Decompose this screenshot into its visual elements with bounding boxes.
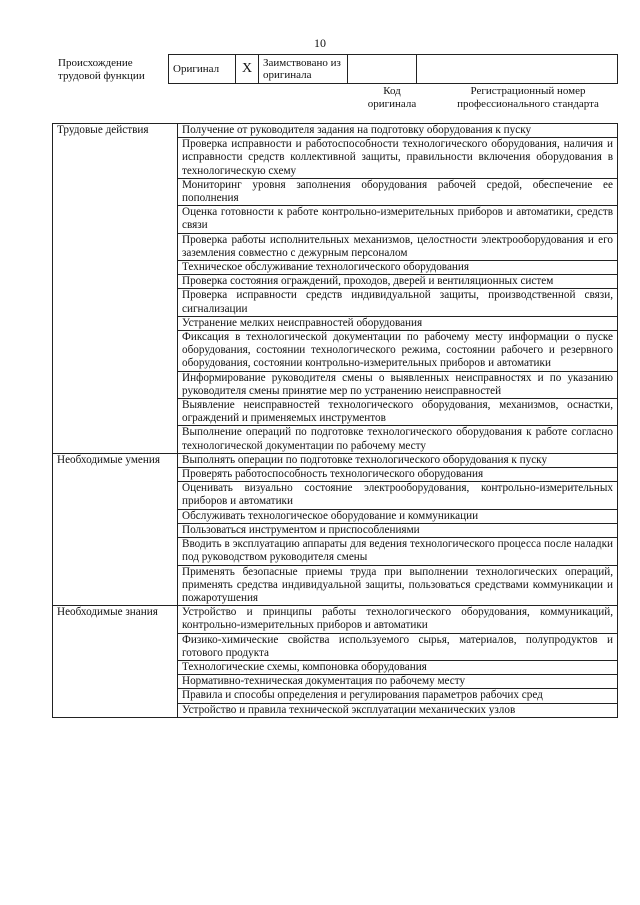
section-item: Устройство и принципы работы технологического оборудования, коммуникаций, контрольно-измерительных приборов и автоматики [178, 606, 618, 633]
section-item: Правила и способы определения и регулирования параметров рабочих сред [178, 689, 618, 703]
section-item: Пользоваться инструментом и приспособлениями [178, 523, 618, 537]
section-item: Оценивать визуально состояние электрооборудования, контрольно-измерительных приборов и автоматики [178, 482, 618, 509]
section-item: Техническое обслуживание технологического оборудования [178, 261, 618, 275]
section-item: Применять безопасные приемы труда при выполнении технологических операций, применять средства индивидуальной защиты, пользоваться средствами коммуникации и пожаротушения [178, 565, 618, 606]
table-row [53, 606, 618, 633]
origin-table [168, 54, 618, 84]
function-table [52, 123, 618, 718]
section-title: Необходимые умения [53, 453, 178, 605]
section-item: Проверка исправности средств индивидуальной защиты, производственной связи, сигнализации [178, 289, 618, 316]
code-cell [348, 55, 417, 84]
section-item: Вводить в эксплуатацию аппараты для ведения технологического процесса после наладки под руководством руководителя смены [178, 538, 618, 565]
section-item: Проверка исправности и работоспособности технологического оборудования, наличия и исправности средств коллективной защиты, правильности включения оборудования в технологическую схему [178, 138, 618, 179]
section-item: Проверять работоспособность технологического оборудования [178, 468, 618, 482]
reg-number-cell [417, 55, 618, 84]
section-item: Мониторинг уровня заполнения оборудования рабочей средой, обеспечение ее пополнения [178, 178, 618, 205]
section-item: Технологические схемы, компоновка оборудования [178, 660, 618, 674]
section-item: Оценка готовности к работе контрольно-измерительных приборов и автоматики, средств связи [178, 206, 618, 233]
section-item: Выполнение операций по подготовке технологического оборудования к работе согласно технологической документации по рабочему месту [178, 426, 618, 453]
section-item: Информирование руководителя смены о выявленных неисправностях и по указанию руководителя смены принятие мер по устранению неисправностей [178, 371, 618, 398]
section-item: Нормативно-техническая документация по рабочему месту [178, 675, 618, 689]
section-item: Фиксация в технологической документации по рабочему месту информации о пуске оборудования, состоянии технологического режима, состоянии рабочего и резервного оборудования, состоянии контрольно-измерительных приборов и автоматики [178, 331, 618, 372]
section-title: Необходимые знания [53, 606, 178, 718]
section-item: Выявление неисправностей технологического оборудования, механизмов, оснастки, ограждений и применяемых инструментов [178, 399, 618, 426]
section-item: Проверка состояния ограждений, проходов, дверей и вентиляционных систем [178, 275, 618, 289]
section-item: Проверка работы исполнительных механизмов, целостности электрооборудования и его заземления совместно с дежурным персоналом [178, 233, 618, 260]
section-item: Обслуживать технологическое оборудование и коммуникации [178, 509, 618, 523]
section-item: Устранение мелких неисправностей оборудования [178, 316, 618, 330]
borrowed-cell: Заимствовано из оригинала [259, 55, 348, 84]
section-item: Получение от руководителя задания на подготовку оборудования к пуску [178, 124, 618, 138]
section-item: Устройство и правила технической эксплуатации механических узлов [178, 703, 618, 717]
original-cell: Оригинал [169, 55, 236, 84]
table-row [53, 124, 618, 138]
code-label: Код оригинала [367, 85, 417, 110]
page-number: 10 [314, 36, 326, 50]
section-item: Физико-химические свойства используемого сырья, материалов, полупродуктов и готового продукта [178, 633, 618, 660]
reg-number-label: Регистрационный номер профессионального стандарта [457, 85, 599, 110]
table-row [53, 453, 618, 467]
origin-label: Происхождение трудовой функции [58, 57, 145, 82]
section-title: Трудовые действия [53, 124, 178, 454]
section-item: Выполнять операции по подготовке технологического оборудования к пуску [178, 453, 618, 467]
original-mark: X [236, 55, 259, 84]
